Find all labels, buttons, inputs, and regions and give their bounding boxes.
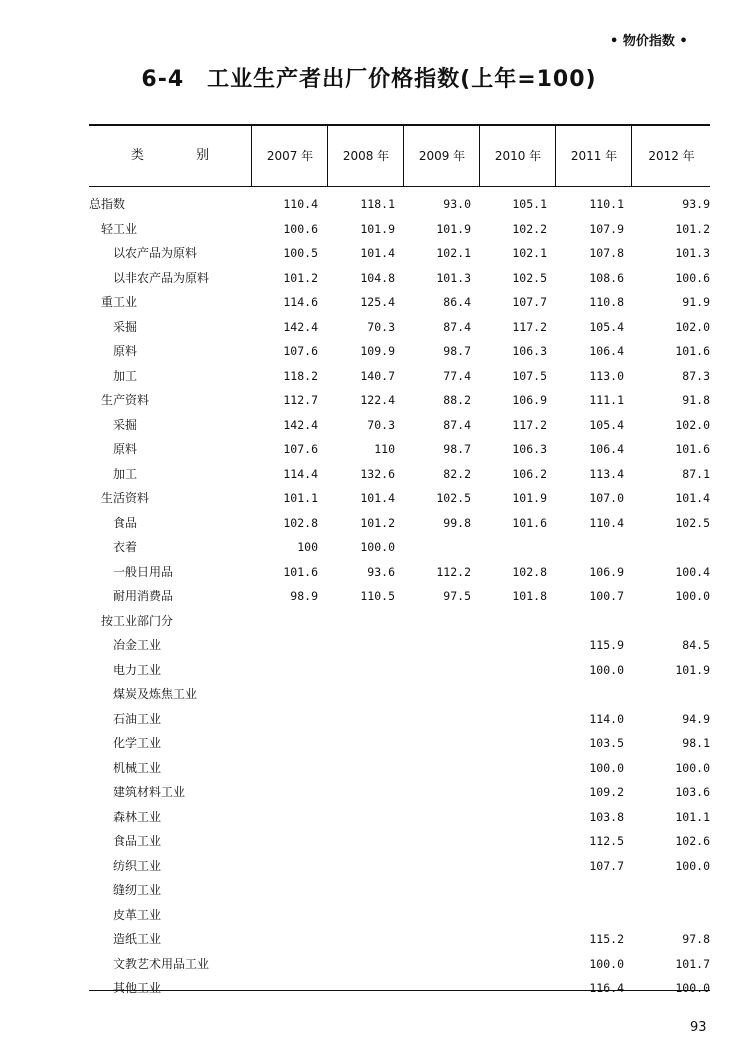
value-cell: 102.5 [675, 515, 710, 530]
value-cell: 100 [297, 540, 318, 554]
table-row [89, 854, 710, 879]
value-cell: 70.3 [367, 417, 395, 432]
value-cell: 102.2 [512, 221, 547, 236]
value-cell: 94.9 [682, 711, 710, 726]
value-cell: 107.9 [589, 221, 624, 236]
table-row [89, 437, 710, 462]
value-cell: 110.4 [589, 515, 624, 530]
table-row [89, 731, 710, 756]
value-cell: 118.2 [283, 368, 318, 383]
table-row [89, 413, 710, 438]
row-label: 按工业部门分 [101, 613, 174, 628]
table-row [89, 511, 710, 536]
table-row [89, 707, 710, 732]
value-cell: 101.2 [675, 221, 710, 236]
table-row [89, 315, 710, 340]
table-row [89, 952, 710, 977]
row-label: 总指数 [89, 197, 126, 211]
value-cell: 117.2 [512, 319, 547, 334]
value-cell: 101.3 [436, 270, 471, 285]
value-cell: 101.6 [675, 442, 710, 456]
value-cell: 113.0 [589, 368, 624, 383]
page-number: 93 [690, 1020, 707, 1035]
row-label: 生产资料 [101, 393, 150, 407]
value-cell: 110.8 [589, 295, 624, 309]
row-label: 建筑材料工业 [113, 785, 186, 799]
value-cell: 112.5 [589, 834, 624, 848]
value-cell: 103.8 [589, 809, 624, 824]
value-cell: 104.8 [360, 270, 395, 285]
value-cell: 105.1 [512, 197, 547, 211]
value-cell: 101.7 [675, 956, 710, 971]
year-header: 2010 年 [479, 126, 556, 186]
value-cell: 118.1 [360, 197, 395, 211]
value-cell: 102.0 [675, 319, 710, 334]
value-cell: 98.7 [443, 344, 471, 358]
value-cell: 142.4 [283, 319, 318, 334]
row-label: 以非农产品为原料 [113, 270, 210, 285]
value-cell: 100.5 [283, 246, 318, 260]
row-label: 石油工业 [113, 711, 162, 726]
value-cell: 107.0 [589, 491, 624, 505]
value-cell: 142.4 [283, 417, 318, 432]
table-row [89, 903, 710, 928]
row-label: 其他工业 [113, 981, 162, 995]
value-cell: 100.0 [675, 589, 710, 603]
row-label: 电力工业 [113, 662, 162, 677]
value-cell: 101.8 [512, 589, 547, 603]
value-cell: 102.1 [512, 246, 547, 260]
value-cell: 77.4 [443, 368, 471, 383]
value-cell: 101.6 [512, 515, 547, 530]
value-cell: 100.6 [283, 221, 318, 236]
value-cell: 98.7 [443, 442, 471, 456]
value-cell: 93.9 [682, 197, 710, 211]
row-label: 缝纫工业 [113, 883, 162, 897]
table-row [89, 388, 710, 413]
row-label: 一般日用品 [113, 564, 174, 579]
table-row [89, 927, 710, 952]
value-cell: 106.2 [512, 466, 547, 481]
value-cell: 98.9 [290, 589, 318, 603]
row-label: 纺织工业 [113, 858, 162, 873]
value-cell: 106.3 [512, 344, 547, 358]
value-cell: 101.2 [360, 515, 395, 530]
table-row [89, 364, 710, 389]
value-cell: 102.5 [436, 491, 471, 505]
table-row [89, 217, 710, 242]
value-cell: 100.0 [589, 760, 624, 775]
value-cell: 106.4 [589, 344, 624, 358]
value-cell: 91.8 [682, 393, 710, 407]
row-label: 煤炭及炼焦工业 [113, 687, 198, 701]
row-label: 重工业 [101, 295, 138, 309]
value-cell: 102.8 [512, 564, 547, 579]
row-label: 化学工业 [113, 736, 162, 750]
value-cell: 87.4 [443, 417, 471, 432]
table-row [89, 682, 710, 707]
value-cell: 113.4 [589, 466, 624, 481]
value-cell: 93.6 [367, 564, 395, 579]
table-row [89, 633, 710, 658]
value-cell: 100.0 [589, 662, 624, 677]
year-header: 2008 年 [327, 126, 404, 186]
page-title: 6-4 工业生产者出厂价格指数(上年=100) [141, 67, 597, 92]
value-cell: 102.8 [283, 515, 318, 530]
value-cell: 111.1 [589, 393, 624, 407]
value-cell: 101.3 [675, 246, 710, 260]
value-cell: 70.3 [367, 319, 395, 334]
value-cell: 110 [374, 442, 395, 456]
value-cell: 87.3 [682, 368, 710, 383]
value-cell: 98.1 [682, 736, 710, 750]
value-cell: 91.9 [682, 295, 710, 309]
row-label: 食品 [113, 515, 138, 530]
table-row [89, 241, 710, 266]
row-label: 加工 [113, 368, 138, 383]
table-row [89, 780, 710, 805]
value-cell: 114.0 [589, 711, 624, 726]
row-label: 森林工业 [113, 809, 162, 824]
table-row [89, 486, 710, 511]
year-header: 2012 年 [631, 126, 711, 186]
row-label: 衣着 [113, 540, 138, 554]
row-label: 生活资料 [101, 491, 150, 505]
value-cell: 93.0 [443, 197, 471, 211]
value-cell: 110.1 [589, 197, 624, 211]
table-row [89, 976, 710, 1001]
value-cell: 105.4 [589, 319, 624, 334]
row-label: 皮革工业 [113, 907, 162, 922]
value-cell: 101.4 [675, 491, 710, 505]
row-label: 冶金工业 [113, 638, 162, 652]
value-cell: 107.7 [512, 295, 547, 309]
value-cell: 132.6 [360, 466, 395, 481]
value-cell: 100.7 [589, 589, 624, 603]
value-cell: 125.4 [360, 295, 395, 309]
row-label: 食品工业 [113, 834, 162, 848]
row-label: 耐用消费品 [113, 589, 174, 603]
value-cell: 100.0 [360, 540, 395, 554]
value-cell: 101.9 [436, 221, 471, 236]
table-row [89, 878, 710, 903]
value-cell: 110.4 [283, 197, 318, 211]
value-cell: 103.5 [589, 736, 624, 750]
value-cell: 115.2 [589, 932, 624, 946]
value-cell: 107.8 [589, 246, 624, 260]
value-cell: 87.4 [443, 319, 471, 334]
value-cell: 101.9 [675, 662, 710, 677]
row-label: 加工 [113, 466, 138, 481]
value-cell: 100.4 [675, 564, 710, 579]
value-cell: 112.2 [436, 564, 471, 579]
value-cell: 105.4 [589, 417, 624, 432]
value-cell: 107.5 [512, 368, 547, 383]
value-cell: 97.8 [682, 932, 710, 946]
value-cell: 97.5 [443, 589, 471, 603]
bottom-rule [89, 990, 710, 991]
table-row [89, 658, 710, 683]
value-cell: 87.1 [682, 466, 710, 481]
value-cell: 101.1 [675, 809, 710, 824]
table-body [89, 187, 710, 1001]
value-cell: 102.1 [436, 246, 471, 260]
table-row [89, 462, 710, 487]
value-cell: 88.2 [443, 393, 471, 407]
value-cell: 110.5 [360, 589, 395, 603]
table-row [89, 560, 710, 585]
row-label: 原料 [113, 442, 138, 456]
value-cell: 107.6 [283, 344, 318, 358]
value-cell: 100.0 [675, 760, 710, 775]
value-cell: 103.6 [675, 785, 710, 799]
value-cell: 108.6 [589, 270, 624, 285]
value-cell: 109.2 [589, 785, 624, 799]
table-row [89, 290, 710, 315]
value-cell: 84.5 [682, 638, 710, 652]
value-cell: 100.6 [675, 270, 710, 285]
row-label: 原料 [113, 344, 138, 358]
row-label: 轻工业 [101, 221, 138, 236]
value-cell: 100.0 [675, 858, 710, 873]
row-label: 采掘 [113, 319, 138, 334]
value-cell: 101.6 [675, 344, 710, 358]
value-cell: 107.6 [283, 442, 318, 456]
value-cell: 100.0 [589, 956, 624, 971]
value-cell: 106.9 [589, 564, 624, 579]
category-header-char-2: 别 [196, 148, 210, 163]
value-cell: 101.2 [283, 270, 318, 285]
value-cell: 101.6 [283, 564, 318, 579]
price-index-table [89, 124, 710, 1001]
year-header: 2007 年 [251, 126, 328, 186]
table-row [89, 756, 710, 781]
row-label: 采掘 [113, 417, 138, 432]
value-cell: 101.9 [512, 491, 547, 505]
year-header: 2009 年 [403, 126, 480, 186]
row-label: 以农产品为原料 [113, 246, 198, 260]
value-cell: 116.4 [589, 981, 624, 995]
value-cell: 99.8 [443, 515, 471, 530]
value-cell: 106.4 [589, 442, 624, 456]
value-cell: 102.0 [675, 417, 710, 432]
value-cell: 102.6 [675, 834, 710, 848]
value-cell: 100.0 [675, 981, 710, 995]
value-cell: 102.5 [512, 270, 547, 285]
year-header: 2011 年 [555, 126, 632, 186]
value-cell: 101.4 [360, 246, 395, 260]
table-row [89, 339, 710, 364]
running-head: • 物价指数 • [610, 34, 688, 49]
value-cell: 114.4 [283, 466, 318, 481]
value-cell: 106.3 [512, 442, 547, 456]
value-cell: 140.7 [360, 368, 395, 383]
table-row [89, 805, 710, 830]
table-row [89, 609, 710, 634]
value-cell: 112.7 [283, 393, 318, 407]
value-cell: 107.7 [589, 858, 624, 873]
table-row [89, 192, 710, 217]
row-label: 造纸工业 [113, 932, 162, 946]
row-label: 机械工业 [113, 760, 162, 775]
value-cell: 82.2 [443, 466, 471, 481]
category-header-char-1: 类 [130, 148, 144, 163]
table-header [89, 124, 710, 187]
value-cell: 117.2 [512, 417, 547, 432]
row-label: 文教艺术用品工业 [113, 956, 210, 971]
value-cell: 86.4 [443, 295, 471, 309]
value-cell: 114.6 [283, 295, 318, 309]
value-cell: 122.4 [360, 393, 395, 407]
value-cell: 101.1 [283, 491, 318, 505]
table-row [89, 584, 710, 609]
table-row [89, 535, 710, 560]
value-cell: 106.9 [512, 393, 547, 407]
value-cell: 101.4 [360, 491, 395, 505]
category-header [89, 126, 251, 186]
value-cell: 109.9 [360, 344, 395, 358]
table-row [89, 266, 710, 291]
value-cell: 115.9 [589, 638, 624, 652]
table-row [89, 829, 710, 854]
value-cell: 101.9 [360, 221, 395, 236]
